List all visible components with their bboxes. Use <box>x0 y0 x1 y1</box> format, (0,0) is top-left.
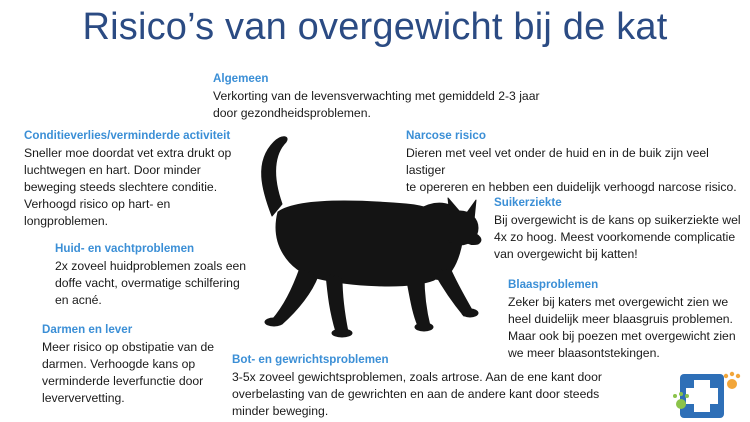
section-line: Sneller moe doordat vet extra drukt op <box>24 146 232 160</box>
section-bot <box>232 351 602 420</box>
page-title: Risico’s van overgewicht bij de kat <box>82 6 668 48</box>
section-suikerziekte <box>494 194 741 263</box>
section-line: beweging steeds slechtere conditie. <box>24 180 218 194</box>
section-line: we meer blaasontstekingen. <box>508 346 660 360</box>
vet-logo-icon <box>672 370 742 420</box>
section-line: leververvetting. <box>42 391 125 405</box>
black-cat-image <box>238 120 488 350</box>
section-line: overbelasting van de gewrichten en aan de andere kant door steeds <box>232 387 600 401</box>
section-heading: Conditieverlies/verminderde activiteit <box>24 129 231 142</box>
section-line: Meer risico op obstipatie van de <box>42 340 215 354</box>
section-heading: Darmen en lever <box>42 323 133 336</box>
section-line: doffe vacht, overmatige schilfering <box>55 276 240 290</box>
section-line: 2x zoveel huidproblemen zoals een <box>55 259 247 273</box>
section-huid <box>55 240 246 309</box>
section-algemeen <box>213 70 540 122</box>
section-line: door gezondheidsproblemen. <box>213 106 371 120</box>
section-darmen <box>42 321 214 407</box>
section-line: Verkorting van de levensverwachting met gemiddeld 2-3 jaar <box>213 89 540 103</box>
section-line: luchtwegen en hart. Door minder <box>24 163 201 177</box>
section-heading: Huid- en vachtproblemen <box>55 242 195 255</box>
section-heading: Blaasproblemen <box>508 278 599 291</box>
section-line: Verhoogd risico op hart- en <box>24 197 171 211</box>
section-conditie <box>24 127 231 230</box>
section-line: te opereren en hebben een duidelijk verhoogd narcose risico. <box>406 180 737 194</box>
section-line: darmen. Verhoogde kans op <box>42 357 196 371</box>
section-line: longproblemen. <box>24 214 109 228</box>
section-line: verminderde leverfunctie door <box>42 374 204 388</box>
section-heading: Suikerziekte <box>494 196 562 209</box>
section-heading: Narcose risico <box>406 129 486 142</box>
section-blaas <box>508 276 736 362</box>
section-line: van overgewicht bij katten! <box>494 247 638 261</box>
section-line: Maar ook bij poezen met overgewicht zien <box>508 329 736 343</box>
section-line: 3-5x zoveel gewichtsproblemen, zoals artrose. Aan de ene kant door <box>232 370 602 384</box>
section-line: Bij overgewicht is de kans op suikerziekte wel <box>494 213 741 227</box>
section-line: minder beweging. <box>232 404 329 418</box>
section-line: Zeker bij katers met overgewicht zien we <box>508 295 729 309</box>
section-line: en acné. <box>55 293 102 307</box>
section-line: 4x zo hoog. Meest voorkomende complicatie <box>494 230 736 244</box>
section-line: heel duidelijk meer blaasgruis problemen. <box>508 312 733 326</box>
section-line: Dieren met veel vet onder de huid en in de buik zijn veel lastiger <box>406 146 709 177</box>
section-heading: Algemeen <box>213 72 269 85</box>
section-heading: Bot- en gewrichtsproblemen <box>232 353 389 366</box>
